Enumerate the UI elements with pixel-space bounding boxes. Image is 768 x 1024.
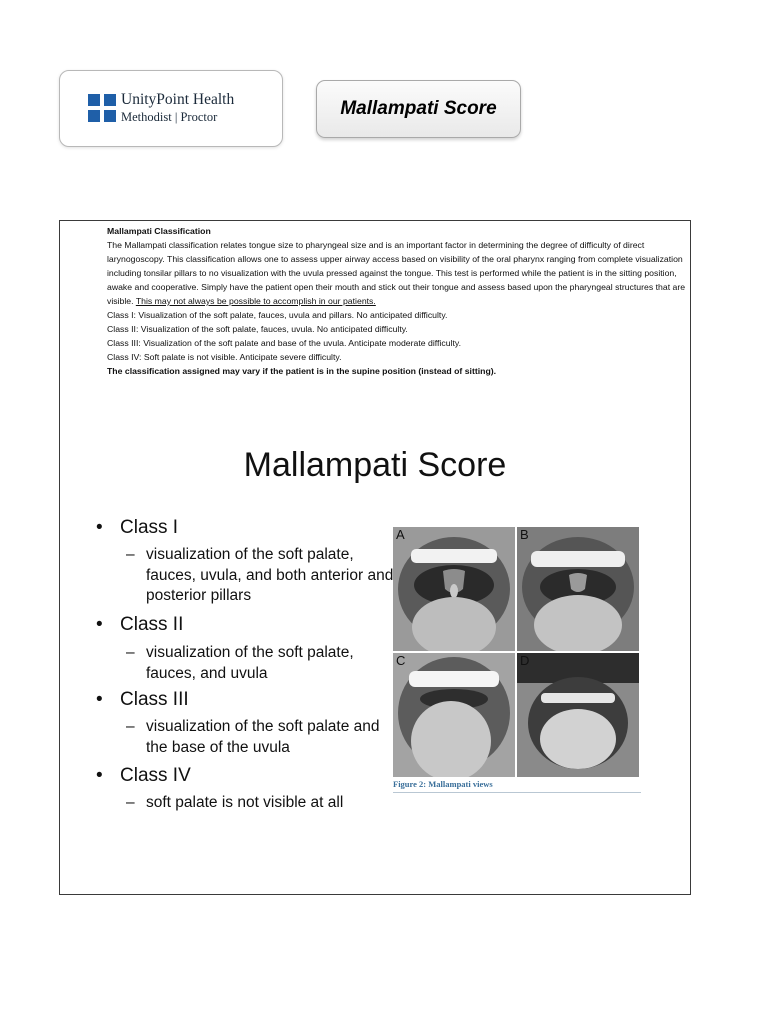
class-iv-bullet [96, 765, 191, 787]
class-ii-label: Class II [120, 614, 184, 635]
dash-glyph: – [126, 794, 135, 811]
class-ii-bullet [96, 614, 183, 636]
photo-class-a [393, 527, 515, 651]
photo-label-d: D [520, 653, 530, 668]
dash-glyph: – [126, 546, 135, 563]
class-i-detail-text: visualization of the soft palate, fauces, uvula, and both anterior and posterior pillars [146, 546, 394, 604]
class-line-4: Class IV: Soft palate is not visible. Anticipate severe difficulty. [107, 352, 342, 362]
class-iii-label: Class III [120, 689, 189, 710]
unitypoint-cross-icon [88, 94, 116, 122]
class-iv-detail-text: soft palate is not visible at all [146, 794, 344, 811]
photo-label-c: C [396, 653, 406, 668]
logo-name: UnityPoint Health [121, 91, 235, 108]
photo-class-d [517, 653, 639, 777]
slide-title: Mallampati Score [243, 446, 507, 484]
class-line-2: Class II: Visualization of the soft palate, fauces, uvula. No anticipated difficulty. [107, 324, 408, 334]
class-i-bullet [96, 517, 178, 539]
document-frame [59, 220, 691, 895]
photo-label-a: A [396, 527, 405, 542]
class-line-1: Class I: Visualization of the soft palate, fauces, uvula and pillars. No anticipated difficulty. [107, 310, 448, 320]
description-paragraph [107, 238, 692, 308]
class-iii-bullet [96, 689, 189, 711]
unitypoint-logo [59, 70, 283, 147]
paragraph-underlined: This may not always be possible to accomplish in our patients. [135, 296, 376, 306]
bullet-glyph: • [96, 517, 103, 538]
class-ii-detail-text: visualization of the soft palate, fauces, and uvula [146, 644, 354, 682]
dash-glyph: – [126, 718, 135, 735]
class-line-3: Class III: Visualization of the soft palate and base of the uvula. Anticipate moderate difficulty. [107, 338, 461, 348]
class-i-label: Class I [120, 517, 179, 538]
bullet-glyph: • [96, 689, 103, 710]
bullet-glyph: • [96, 614, 103, 635]
page-title: Mallampati Score [316, 80, 521, 138]
description-heading: Mallampati Classification [107, 226, 211, 236]
paragraph-text: The Mallampati classification relates tongue size to pharyngeal size and is an important factor in determining the degree of difficulty of direct larynogoscopy. This classification allows one to assess upper airway access based on visibility of the oral pharynx ranging from complete visualization including tonsilar pillars to no visualization with the uvula pressed against the tongue. This test is performed while the patient is in the sitting position, awake and cooperative. Simply have the patient open their mouth and stick out their tongue and assess based upon the pharyngeal structures that are visible. [107, 240, 686, 306]
logo-subtitle: Methodist | Proctor [121, 110, 218, 124]
dash-glyph: – [126, 644, 135, 661]
bullet-glyph: • [96, 765, 103, 786]
description-text [107, 224, 692, 378]
class-iv-label: Class IV [120, 765, 191, 786]
supine-note: The classification assigned may vary if the patient is in the supine position (instead of sitting). [107, 366, 497, 376]
photo-label-b: B [520, 527, 529, 542]
photo-class-b [517, 527, 639, 651]
mallampati-photo-grid [393, 527, 641, 779]
class-iii-detail-text: visualization of the soft palate and the base of the uvula [146, 718, 380, 756]
figure-caption: Figure 2: Mallampati views [393, 779, 641, 793]
photo-class-c [393, 653, 515, 777]
